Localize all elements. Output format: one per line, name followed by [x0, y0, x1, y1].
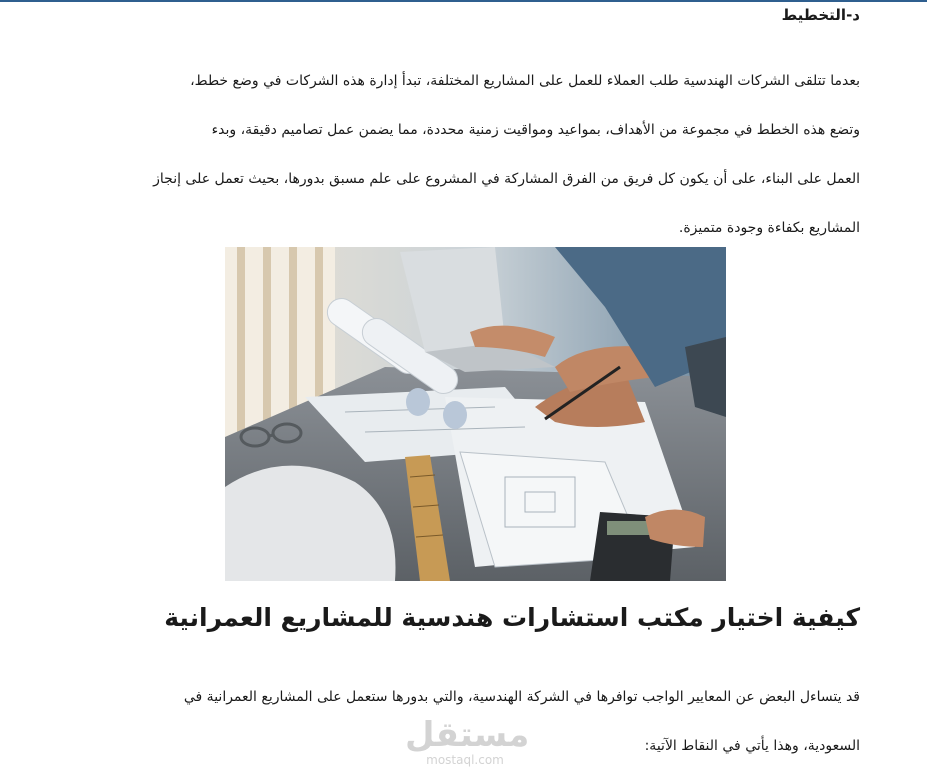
- paragraph-line: المشاريع بكفاءة وجودة متميزة.: [678, 220, 860, 236]
- watermark-logo-arabic: مستقل: [405, 715, 530, 755]
- site-watermark: [405, 715, 530, 767]
- engineers-blueprint-photo: [225, 247, 726, 581]
- main-heading: كيفية اختيار مكتب استشارات هندسية للمشاريع العمرانية: [164, 603, 860, 632]
- paragraph-line: العمل على البناء، على أن يكون كل فريق من الفرق المشاركة في المشروع على علم مسبق بدورها، بحيث تعمل على إنجاز: [153, 171, 860, 187]
- section-heading: د-التخطيط: [781, 6, 860, 24]
- paragraph-line: وتضع هذه الخطط في مجموعة من الأهداف، بمواعيد ومواقيت زمنية محددة، مما يضمن عمل تصاميم دقيقة، وبدء: [211, 122, 860, 138]
- paragraph-planning: [85, 57, 860, 253]
- watermark-logo-latin: mostaql.com: [426, 753, 504, 767]
- paragraph-line: قد يتساءل البعض عن المعايير الواجب توافرها في الشركة الهندسية، والتي بدورها ستعمل على المشاريع العمرانية في: [183, 689, 860, 705]
- paragraph-line: بعدما تتلقى الشركات الهندسية طلب العملاء للعمل على المشاريع المختلفة، تبدأ إدارة هذه الشركات في وضع خطط،: [190, 73, 860, 89]
- top-border: [0, 0, 927, 2]
- paragraph-line: السعودية، وهذا يأتي في النقاط الآتية:: [644, 738, 860, 754]
